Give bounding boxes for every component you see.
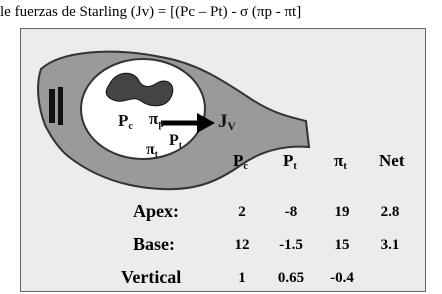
label-jv: $J_V$ [218, 111, 236, 133]
header-pt: $P_t$ [283, 151, 297, 172]
header-pc: $P_c$ [233, 151, 248, 172]
label-pc: $P_c$ [118, 111, 133, 132]
cell-vertical-pc: 1 [238, 270, 246, 286]
cell-base-pc: 12 [234, 237, 250, 253]
row-label-vertical: Vertical [121, 267, 182, 287]
row-label-base: Base: [133, 234, 175, 254]
capillary-lumen [81, 59, 205, 159]
starling-figure [20, 28, 426, 292]
cell-vertical-pi-t: -0.4 [330, 270, 354, 286]
label-pi-t: $\pi_t$ [146, 141, 158, 160]
tube-ring [58, 87, 63, 125]
cell-base-net: 3.1 [380, 237, 400, 253]
label-pt: $P_t$ [169, 132, 182, 151]
label-pi-p: $\pi_p$ [149, 109, 164, 130]
cell-apex-pt: -8 [284, 204, 298, 220]
cell-vertical-pt: 0.65 [277, 270, 305, 286]
starling-formula: le fuerzas de Starling (Jv) = [(Pc – Pt) - σ (πp - πt] [0, 4, 302, 20]
cell-apex-pc: 2 [238, 204, 246, 220]
cell-apex-pi-t: 19 [334, 204, 350, 220]
tube-ring [49, 89, 55, 123]
header-net: Net [379, 151, 405, 170]
header-pi-t: $\pi_t$ [334, 151, 347, 172]
cell-base-pt: -1.5 [279, 237, 303, 253]
cell-apex-net: 2.8 [380, 204, 400, 220]
row-label-apex: Apex: [133, 201, 179, 221]
cell-base-pi-t: 15 [334, 237, 350, 253]
